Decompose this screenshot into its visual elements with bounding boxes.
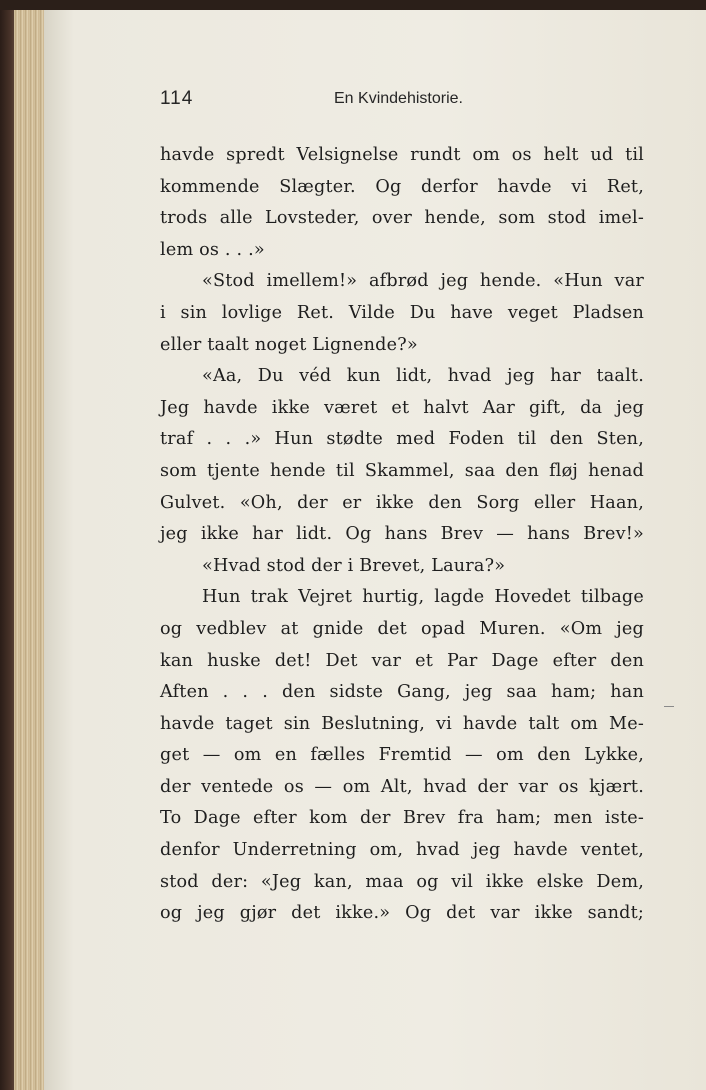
text-line: i sin lovlige Ret. Vilde Du have veget Pladsen	[160, 302, 644, 323]
page-number: 114	[160, 88, 194, 109]
text-line: get — om en fælles Fremtid — om den Lykke,	[160, 745, 644, 766]
text-line: Gulvet. «Oh, der er ikke den Sorg eller Haan,	[160, 492, 644, 513]
margin-mark	[664, 706, 674, 707]
text-line: Jeg havde ikke været et halvt Aar gift, da jeg	[160, 397, 644, 418]
text-line: «Stod imellem!» afbrød jeg hende. «Hun var	[202, 271, 644, 292]
top-shadow	[0, 0, 706, 10]
body-text	[160, 140, 644, 930]
text-line: «Hvad stod der i Brevet, Laura?»	[202, 555, 506, 576]
text-line: jeg ikke har lidt. Og hans Brev — hans Brev!»	[160, 524, 644, 545]
text-line: som tjente hende til Skammel, saa den fløj henad	[160, 460, 644, 481]
text-line: og vedblev at gnide det opad Muren. «Om jeg	[160, 618, 644, 639]
running-title: En Kvindehistorie.	[334, 90, 463, 107]
text-line: trods alle Lovsteder, over hende, som stod imel-	[160, 208, 644, 229]
text-line: kan huske det! Det var et Par Dage efter den	[160, 650, 644, 671]
text-line: Hun trak Vejret hurtig, lagde Hovedet tilbage	[202, 587, 644, 608]
text-line: denfor Underretning om, hvad jeg havde ventet,	[160, 840, 644, 861]
text-line: havde taget sin Beslutning, vi havde talt om Me-	[160, 713, 644, 734]
text-line: der ventede os — om Alt, hvad der var os kjært.	[160, 776, 644, 797]
text-line: eller taalt noget Lignende?»	[160, 334, 418, 355]
text-line: traf . . .» Hun stødte med Foden til den Sten,	[160, 429, 644, 450]
text-line: To Dage efter kom der Brev fra ham; men iste-	[160, 808, 644, 829]
page-header	[0, 88, 706, 114]
text-line: lem os . . .»	[160, 239, 265, 260]
text-line: havde spredt Velsignelse rundt om os helt ud til	[160, 145, 644, 165]
text-line: stod der: «Jeg kan, maa og vil ikke elske Dem,	[160, 871, 644, 892]
text-line: og jeg gjør det ikke.» Og det var ikke sandt;	[160, 903, 644, 924]
text-line: kommende Slægter. Og derfor havde vi Ret,	[160, 176, 644, 197]
text-line: Aften . . . den sidste Gang, jeg saa ham; han	[160, 682, 644, 703]
page-edges	[14, 8, 46, 1090]
text-line: «Aa, Du véd kun lidt, hvad jeg har taalt.	[202, 366, 644, 387]
